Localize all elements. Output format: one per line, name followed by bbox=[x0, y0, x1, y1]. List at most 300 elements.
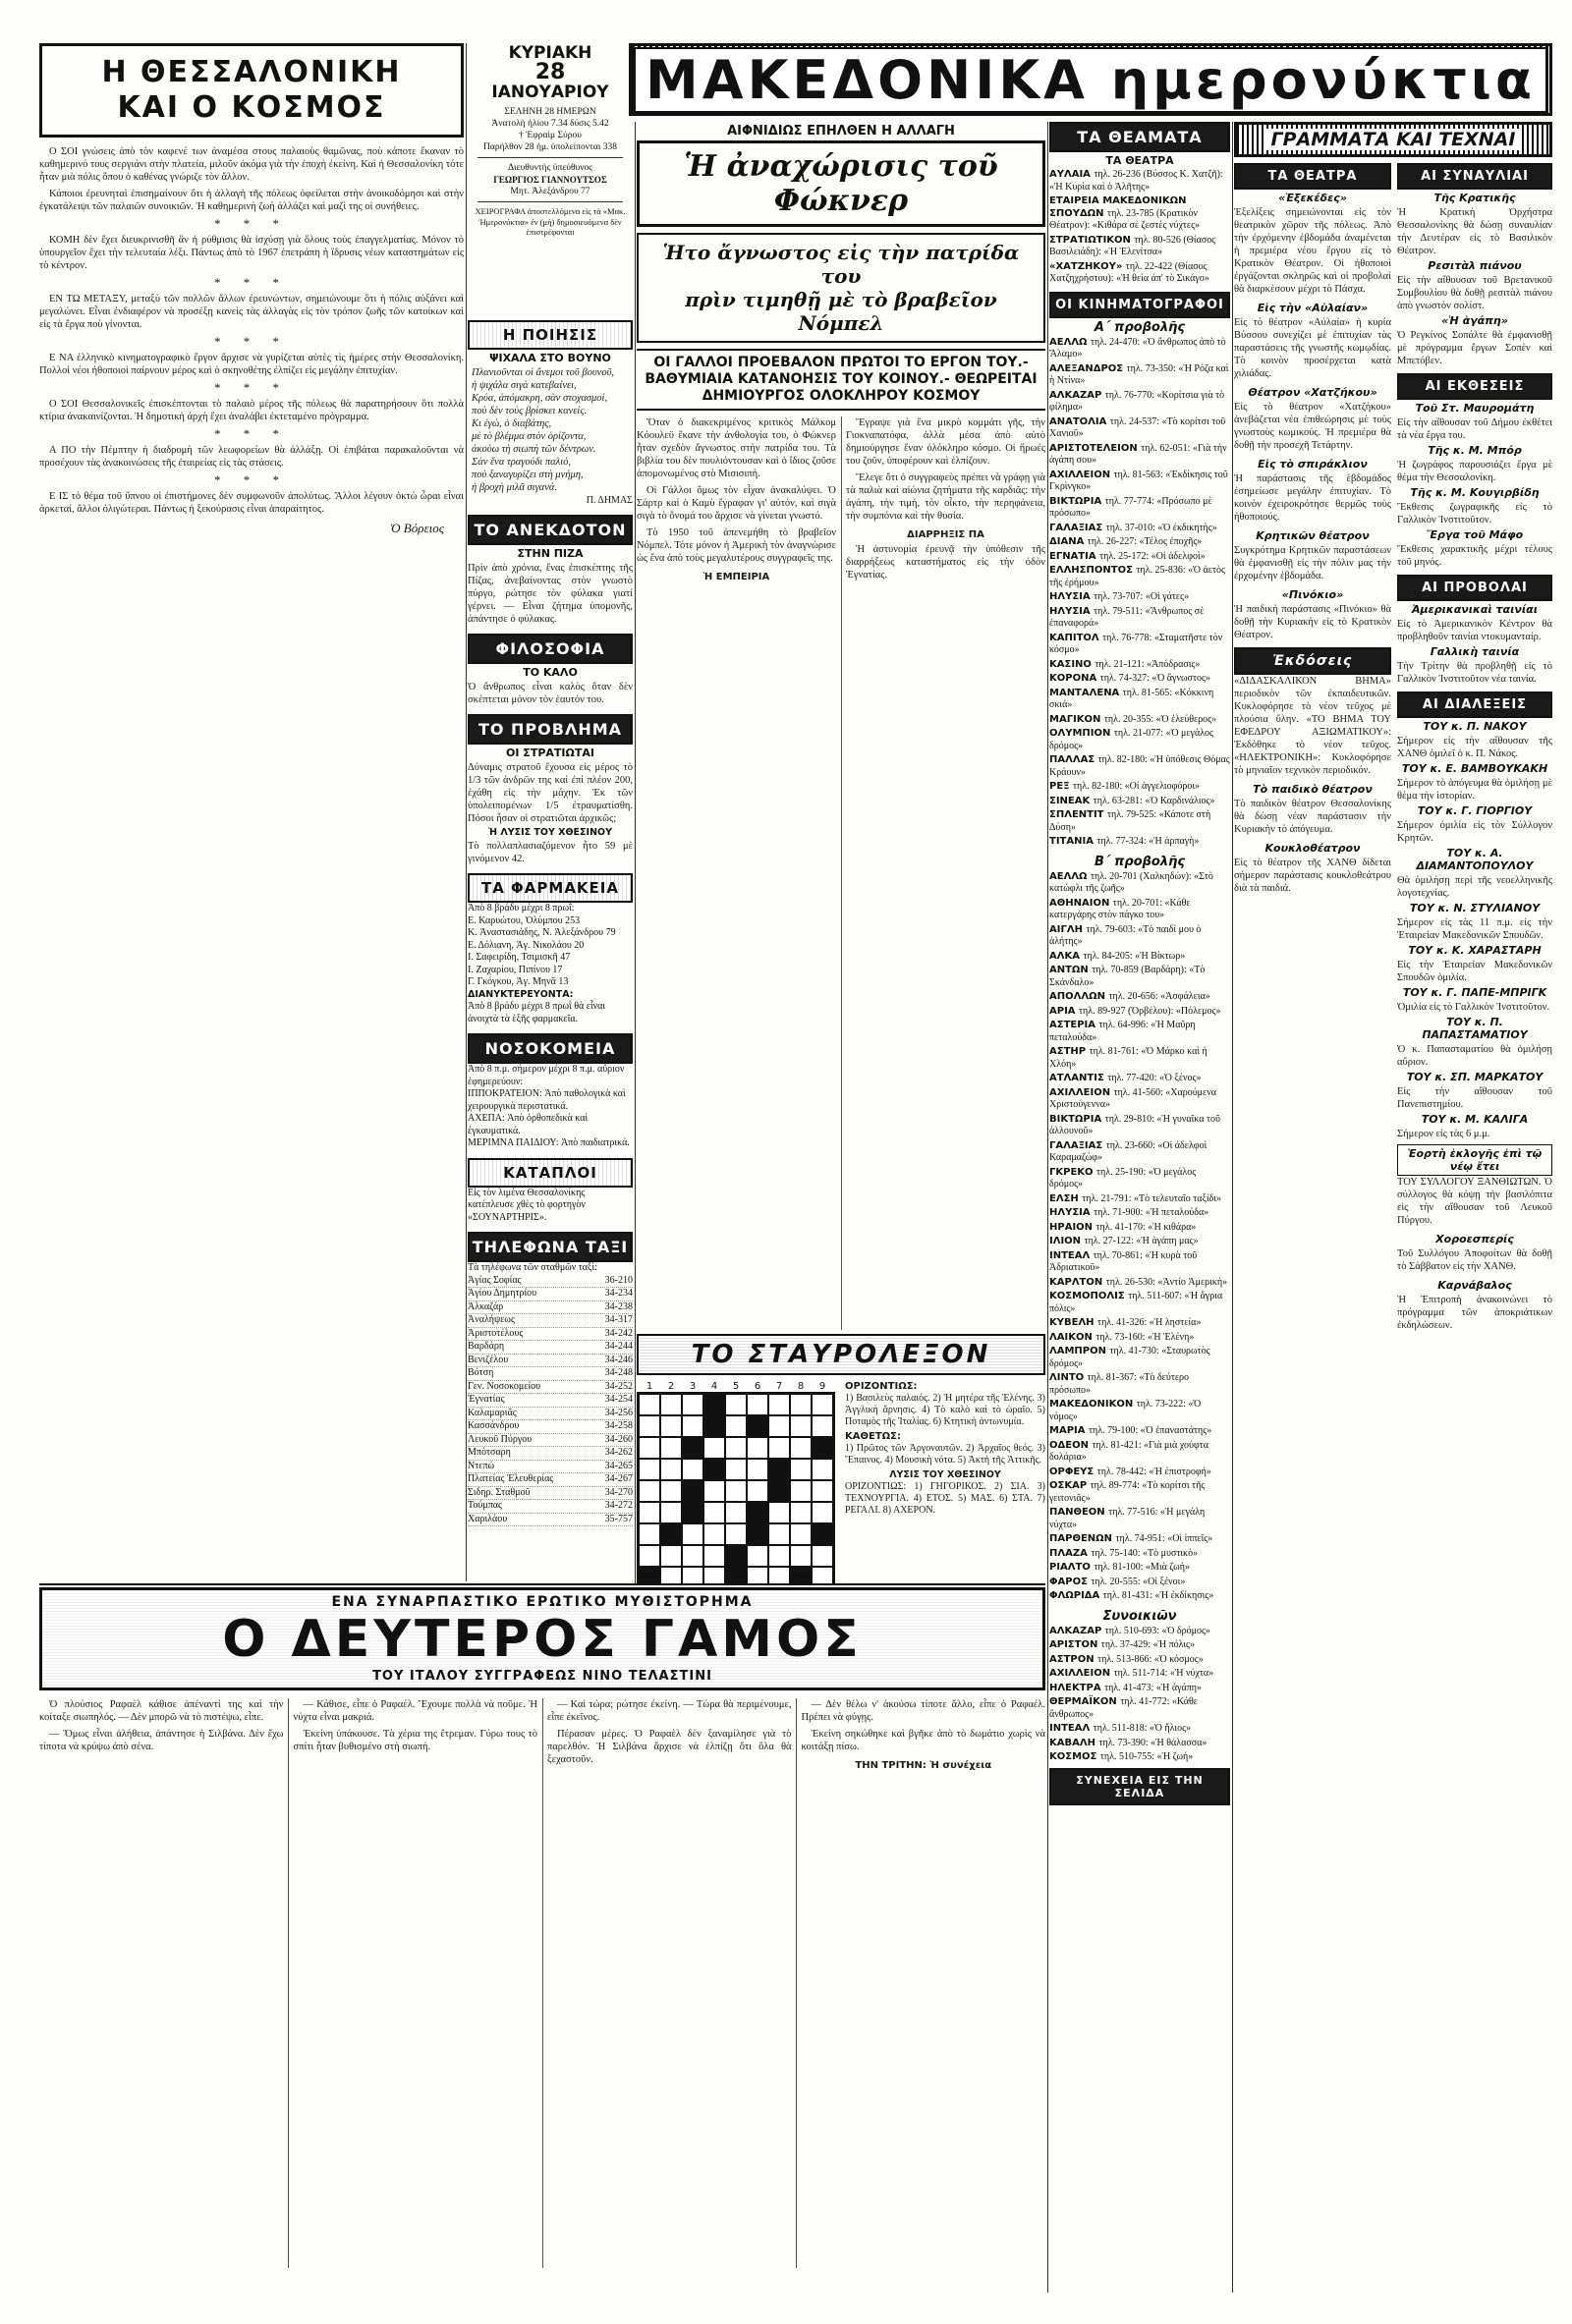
column-rule bbox=[1232, 122, 1233, 2293]
listing-item bbox=[1049, 1020, 1230, 1044]
listing-item bbox=[1049, 1507, 1230, 1531]
item-text: Σήμερον ὁμιλία εἰς τὸν Σύλλογον Κρητῶν. bbox=[1397, 820, 1552, 844]
left-para-6: Ο ΣΟΙ Θεσσαλονικεῖς ἐπισκέπτονται τὸ παλαιὸ μέρος τῆς πόλεως θὰ παρατηρήσουν ὅτι πολλὰ κτίρια ἀνακαινίζονται. Ἡ δημοτικὴ ἀρχὴ ἔχει ἀναλάβει ἐκτεταμένο πρόγραμμα. bbox=[39, 399, 464, 422]
item-title: ΤΟΥ κ. Ν. ΣΤΥΛΙΑΝΟΥ bbox=[1409, 902, 1541, 914]
listing-text: τηλ. 64-996: «Ἡ Μαῦρη πεταλούδα» bbox=[1049, 1020, 1196, 1043]
listing-name: ΡΕΞ bbox=[1049, 781, 1073, 792]
listing-item bbox=[1049, 809, 1230, 834]
listing-text: τηλ. 78-442: «Ἡ ἐπιστροφή» bbox=[1096, 1466, 1211, 1477]
problem-solution-head: Ἡ ΛΥΣΙΣ ΤΟΥ ΧΘΕΣΙΝΟΥ bbox=[488, 827, 612, 838]
listing-name: ΑΠΟΛΛΩΝ bbox=[1049, 991, 1109, 1002]
problem-head: ΤΟ ΠΡΟΒΛΗΜΑ bbox=[468, 714, 633, 745]
listing-name: ΑΣΤΕΡΙΑ bbox=[1049, 1020, 1099, 1030]
taxi-station: Σιδηρ. Σταθμοῦ bbox=[468, 1486, 531, 1498]
listing-item bbox=[1049, 1668, 1230, 1681]
taxi-row bbox=[468, 1447, 633, 1461]
crossword-col-number: 6 bbox=[754, 1381, 761, 1392]
crossword-cell bbox=[747, 1394, 768, 1415]
listing-item bbox=[1049, 169, 1230, 194]
listing-name: ΕΛΣΗ bbox=[1049, 1192, 1083, 1204]
listing-name: ΑΛΚΑΖΑΡ bbox=[1049, 389, 1105, 401]
listing-name: ΔΙΑΝΑ bbox=[1049, 536, 1088, 547]
listing-item bbox=[1049, 1738, 1230, 1750]
listing-item bbox=[1049, 565, 1230, 589]
crossword-cell bbox=[725, 1502, 747, 1523]
serial-title: Ο ΔΕΥΤΕΡΟΣ ΓΑΜΟΣ bbox=[222, 1610, 863, 1669]
listing-item bbox=[1049, 443, 1230, 468]
crossword-cell bbox=[703, 1545, 725, 1567]
listing-text: τηλ. 20-701: «Κάθε κατεργάρης στὸν πάγκο του» bbox=[1049, 897, 1191, 920]
listing-name: ΠΑΡΘΕΝΩΝ bbox=[1049, 1533, 1116, 1544]
crossword-head: ΤΟ ΣΤΑΥΡΟΛΕΞΟΝ bbox=[691, 1340, 991, 1369]
listing-name: ΜΑΓΙΚΟΝ bbox=[1049, 713, 1104, 725]
listing-item bbox=[1049, 591, 1230, 604]
crossword-cell bbox=[790, 1459, 812, 1480]
listing-name: ΙΝΤΕΑΛ bbox=[1049, 1249, 1094, 1261]
listing-name: ΑΧΙΛΛΕΙΟΝ bbox=[1049, 1086, 1114, 1098]
kids-title: Τὸ παιδικὸ θέατρον bbox=[1253, 783, 1373, 796]
suburbs-head: Συνοικιῶν bbox=[1102, 1608, 1177, 1624]
listing-text: τηλ. 79-603: «Τὸ παιδί μου ὁ ἀλήτης» bbox=[1049, 923, 1202, 947]
listing-name: ΜΑΚΕΔΟΝΙΚΟΝ bbox=[1049, 1399, 1137, 1410]
crossword-black-cell bbox=[682, 1480, 703, 1502]
item-text: Ὁ Ρεγκίνος Σοπάλτε θὰ ἐμφανισθῇ μὲ πρόγραμμα ἔργων Σοπὲν καὶ Μπετόβεν. bbox=[1397, 330, 1552, 366]
crossword-black-cell bbox=[812, 1437, 833, 1459]
listing-item bbox=[1049, 1236, 1230, 1248]
crossword-cell bbox=[768, 1523, 790, 1545]
serial-para: Πέρασαν μέρες. Ὁ Ραφαὲλ δὲν ξαναμίλησε γιὰ τὸ παρελθόν. Ἡ Σιλβάνα ἄρχισε νὰ ἐλπίζῃ ὅτι ὅλα θὰ ξεχαστοῦν. bbox=[547, 1729, 792, 1765]
listing-text: τηλ. 63-281: «Ὁ Καρδινάλιος» bbox=[1093, 795, 1215, 806]
item-text: Εἰς τὴν αἴθουσαν τοῦ Βρετανικοῦ Συμβουλίου θὰ δοθῇ ρεσιτὰλ πιάνου ἀπὸ γνωστὸν σολίστ. bbox=[1397, 275, 1552, 311]
item-text: Τὴν Τρίτην θὰ προβληθῇ εἰς τὸ Γαλλικὸν Ἰνστιτοῦτον νέα ταινία. bbox=[1397, 661, 1552, 685]
serial-banner bbox=[39, 1587, 1045, 1690]
taxi-station: Κασσάνδρου bbox=[468, 1420, 520, 1431]
listing-text: τηλ. 510-693: «Ὁ δρόμος» bbox=[1104, 1625, 1210, 1636]
crossword-grid-wrap bbox=[637, 1381, 835, 1583]
puppets2-text: Εἰς τὸ θέατρον τῆς ΧΑΝΘ δίδεται σήμερον παράστασις κουκλοθεάτρου διὰ τὰ παιδιά. bbox=[1234, 858, 1391, 894]
listing-item bbox=[1049, 836, 1230, 849]
across-clues: 1) Βασιλεὺς παλαιός. 2) Ἡ μητέρα τῆς Ἑλένης. 3) Ἀγγλικὴ ἄρνησις. 4) Τὸ καλὸ καὶ τὸ ὡραῖο. 5) Ποταμὸς τῆς Ἰταλίας. 6) Κτητικὴ ἀντωνυμία. bbox=[845, 1393, 1045, 1427]
dance-text: Τοῦ Συλλόγου Ἀποφοίτων θὰ δοθῇ τὸ Σάββατον εἰς τὴν ΧΑΝΘ. bbox=[1397, 1248, 1552, 1272]
crossword-cell bbox=[790, 1523, 812, 1545]
listing-text: τηλ. 37-429: «Ἡ πόλις» bbox=[1100, 1639, 1196, 1650]
editor-name: ΓΕΩΡΓΙΟΣ ΓΙΑΝΝΟΥΤΣΟΣ bbox=[493, 175, 607, 185]
puppet-title: «Πινόκιο» bbox=[1281, 588, 1344, 601]
poem-line: Κι ἐγώ, ὁ διαβάτης, bbox=[472, 418, 552, 429]
main-kicker: ΑΙΦΝΙΔΙΩΣ ΕΠΗΛΘΕΝ Η ΑΛΛΑΓΗ bbox=[727, 124, 955, 138]
listing-text: τηλ. 80-526 (Θίασος Βασιλειάδη): «Ἡ Ἐλενίτσα» bbox=[1049, 234, 1216, 257]
listing-text: τηλ. 41-473: «Ἡ ἀγάπη» bbox=[1104, 1682, 1203, 1693]
listing-text: τηλ. 84-205: «Ἡ Βίκτωρ» bbox=[1083, 950, 1186, 962]
problem-text: Δύναμις στρατοῦ ἔχουσα εἰς μέρος τὸ 1/3 τῶν ἀνδρῶν της καὶ ἐπὶ πλέον 200, ἐχάθη εἰς τὴν μάχην. Ἐκ τῶν ὑπολειπομένων 1/5 ἐτραυματίσθη. Πόσοι ἦσαν οἱ στρατιῶται ἀρχικῶς; bbox=[468, 762, 633, 824]
taxi-number: 34-317 bbox=[604, 1314, 633, 1325]
crossword-cell bbox=[660, 1480, 682, 1502]
left-para-2: Κάποιοι ἐρευνηταὶ ἐπισημαίνουν ὅτι ἡ ἀλλαγὴ τῆς πόλεως ὀφείλεται στὴν ἀνοικοδόμησι καὶ στὴν ἐγκατάλειψι τῶν παλαιῶν συνοικιῶν. Ἡ καθημερινὴ ζωὴ ἀλλάζει καὶ μαζὶ της οἱ συνήθειες. bbox=[39, 189, 464, 212]
main-story bbox=[637, 122, 1045, 1330]
listing-text: τηλ. 77-516: «Ἡ μεγάλη νύχτα» bbox=[1049, 1507, 1206, 1530]
main-subhead: ΔΙΑΡΡΗΞΙΣ ΠΑ bbox=[907, 529, 984, 540]
listings-continued: ΣΥΝΕΧΕΙΑ ΕΙΣ ΤΗΝ ΣΕΛΙΔΑ bbox=[1049, 1768, 1230, 1805]
listing-item bbox=[1049, 1332, 1230, 1345]
listing-text: τηλ. 74-951: «Οἱ ἱππεῖς» bbox=[1115, 1533, 1213, 1544]
listing-name: ΦΛΩΡΙΔΑ bbox=[1049, 1590, 1103, 1601]
listing-item bbox=[1049, 754, 1230, 779]
item-title: ΤΟΥ κ. ΣΠ. ΜΑΡΚΑΤΟΥ bbox=[1406, 1071, 1544, 1083]
taxi-station: Χαριλάου bbox=[468, 1513, 508, 1524]
chatziko-title: Θέατρον «Χατζήκου» bbox=[1248, 386, 1377, 399]
sun-info: Ἀνατολὴ ἡλίου 7.34 δύσις 5.42 bbox=[491, 119, 609, 129]
listing-text: τηλ. 21-791: «Τὸ τελευταῖο ταξίδι» bbox=[1082, 1192, 1222, 1204]
listing-name: ΟΔΕΟΝ bbox=[1049, 1439, 1093, 1451]
item-title: ΤΟΥ κ. Α. ΔΙΑΜΑΝΤΟΠΟΥΛΟΥ bbox=[1416, 847, 1534, 872]
taxi-station: Βενιζέλου bbox=[468, 1354, 509, 1365]
taxi-number: 34-270 bbox=[604, 1486, 633, 1498]
taxi-number: 34-252 bbox=[604, 1380, 633, 1392]
crossword-cell bbox=[639, 1480, 660, 1502]
listing-name: ΛΙΝΤΟ bbox=[1049, 1372, 1088, 1383]
item-title: ΤΟΥ κ. Γ. ΠΑΠΕ-ΜΠΡΙΓΚ bbox=[1402, 986, 1547, 999]
ornament: * * * bbox=[214, 275, 289, 290]
listings-column bbox=[1049, 122, 1230, 2293]
kids-text: Τὸ παιδικὸν θέατρον Θεσσαλονίκης θὰ δώσῃ νέαν παράστασιν τὴν Κυριακὴν τὸ ἀπόγευμα. bbox=[1234, 799, 1391, 835]
serial-section bbox=[39, 1587, 1045, 2295]
ornament: * * * bbox=[214, 426, 289, 441]
taxi-row bbox=[468, 1314, 633, 1328]
item-text: Ἔκθεσις ζωγραφικῆς εἰς τὸ Γαλλικὸν Ἰνστιτοῦτον. bbox=[1397, 502, 1552, 526]
pharmacy-item: Ε. Καρυώτου, Ὀλύμπου 253 bbox=[468, 914, 581, 926]
serial-para: — Καὶ τώρα; ρώτησε ἐκείνη. — Τώρα θὰ περιμένουμε, εἶπε ἐκεῖνος. bbox=[547, 1699, 792, 1723]
listing-item bbox=[1049, 991, 1230, 1004]
left-para-5: Ε ΝΑ ἑλληνικὸ κινηματογραφικὸ ἔργον ἄρχισε νὰ γυρίζεται αὐτὲς τὶς ἡμέρες στὴν Θεσσαλονίκη. Πολλοὶ νέοι ἠθοποιοὶ παίρνουν μέρος καὶ ὁ σκηνοθέτης ἐλπίζει εἰς μεγάλην ἐπιτυχίαν. bbox=[39, 353, 464, 376]
listing-name: ΚΟΡΟΝΑ bbox=[1049, 673, 1100, 684]
crossword-cell bbox=[768, 1567, 790, 1583]
main-deck-1: Ἡτο ἄγνωστος εἰς τὴν πατρίδα του bbox=[662, 241, 1020, 288]
sp-title: Εἰς τὸ σπιράκλιον bbox=[1258, 458, 1368, 470]
listing-name: ΑΣΤΗΡ bbox=[1049, 1046, 1090, 1057]
item-text: Ὁμιλία εἰς τὸ Γαλλικὸν Ἰνστιτοῦτον. bbox=[1397, 1002, 1550, 1013]
philosophy-title: ΤΟ ΚΑΛΟ bbox=[523, 666, 578, 679]
taxi-station: Πλατείας Ἑλευθερίας bbox=[468, 1473, 554, 1484]
problem-title: ΟΙ ΣΤΡΑΤΙΩΤΑΙ bbox=[506, 747, 594, 759]
serial-byline: ΤΟΥ ΙΤΑΛΟΥ ΣΥΓΓΡΑΦΕΩΣ ΝΙΝΟ ΤΕΛΑΣΤΙΝΙ bbox=[372, 1669, 712, 1684]
listing-name: ΑΛΚΑΖΑΡ bbox=[1049, 1625, 1105, 1636]
crossword-cell bbox=[703, 1437, 725, 1459]
poem-body bbox=[468, 366, 633, 494]
across-label: ΟΡΙΖΟΝΤΙΩΣ: bbox=[845, 1381, 918, 1392]
listing-text: τηλ. 26-530: «Ἀντίο Ἀμερική» bbox=[1105, 1276, 1228, 1288]
crossword-cell bbox=[703, 1480, 725, 1502]
listing-item bbox=[1049, 1683, 1230, 1695]
listing-item bbox=[1049, 496, 1230, 521]
listing-text: τηλ. 73-390: «Ἡ θάλασσα» bbox=[1098, 1737, 1207, 1748]
listing-item bbox=[1049, 1114, 1230, 1138]
pharmacies-intro: Ἀπὸ 8 βράδυ μέχρι 8 πρωΐ: bbox=[468, 903, 575, 913]
crossword-cell bbox=[660, 1545, 682, 1567]
crossword-cell bbox=[639, 1459, 660, 1480]
crossword-cell bbox=[790, 1415, 812, 1437]
crossword-clues bbox=[845, 1381, 1045, 1583]
taxi-number: 34-262 bbox=[604, 1447, 633, 1458]
left-para-7: Α ΠΟ τὴν Πέμπτην ἡ διαδρομὴ τῶν λεωφορείων θὰ ἀλλάξῃ. Οἱ ἐπιβάται παρακαλοῦνται νὰ προσέχουν τὰς ἀνακοινώσεις τῆς ἐταιρείας εἰς τὰς στάσεις. bbox=[39, 445, 464, 469]
left-para-4: ΕΝ ΤΩ ΜΕΤΑΞΥ, μεταξὺ τῶν πολλῶν ἄλλων ἐρευνώντων, σημειώνουμε ὅτι ἡ πόλις αὐξάνει καὶ μεγαλώνει. Εἶναι ἐνδιαφέρον νὰ προσέξῃ κανεὶς τὰς ἀλλαγὰς εἰς τὸν τρόπον ζωῆς τῶν κατοίκων καὶ εἰς τὰ ἔργα ποὺ γίνονται. bbox=[39, 294, 464, 330]
crossword-cell bbox=[725, 1459, 747, 1480]
listing-text: τηλ. 511-714: «Ἡ νύχτα» bbox=[1113, 1668, 1214, 1679]
left-signature: Ὁ Βόρειος bbox=[389, 521, 444, 535]
listing-name: ΑΘΗΝΑΙΟΝ bbox=[1049, 897, 1113, 909]
listing-text: τηλ. 511-818: «Ὁ ἥλιος» bbox=[1093, 1723, 1192, 1734]
crossword-cell bbox=[682, 1459, 703, 1480]
pharmacy-item: Ι. Σαφειρίδη, Τσιμισκῆ 47 bbox=[468, 952, 571, 963]
crossword-cell bbox=[812, 1415, 833, 1437]
crossword-col-number: 8 bbox=[797, 1381, 805, 1392]
column-rule bbox=[466, 43, 467, 1581]
item-title: Ρεσιτὰλ πιάνου bbox=[1428, 259, 1522, 272]
listing-item bbox=[1049, 1440, 1230, 1465]
crossword-grid bbox=[637, 1392, 835, 1583]
puppet-text: Ἡ παιδικὴ παράστασις «Πινόκιο» θὰ δοθῇ τὴν Κυριακὴν εἰς τὸ Κρατικὸν Θέατρον. bbox=[1234, 604, 1391, 640]
exhibitions-head: ΑΙ ΕΚΘΕΣΕΙΣ bbox=[1397, 373, 1552, 400]
hospital-item: ΜΕΡΙΜΝΑ ΠΑΙΔΙΟΥ: Ἀπὸ παιδιατρικά. bbox=[468, 1137, 630, 1148]
item-title: ΤΟΥ κ. Μ. ΚΑΛΙΓΑ bbox=[1421, 1113, 1529, 1126]
listing-text: τηλ. 27-122: «Ἡ ἀγάπη μας» bbox=[1084, 1236, 1199, 1246]
anecdote-text: Πρὶν ἀπὸ χρόνια, ἕνας ἐπισκέπτης τῆς Πίζας, ἀνεβαίνοντας στὸν γνωστὸ πύργο, ρώτησε τὸν φύλακα γιατί γέρνει. — Εἶναι ζήτημα ὑπομονῆς, ἀπάντησε ὁ φύλακας. bbox=[468, 563, 633, 625]
cretan-title: Κρητικῶν θέατρον bbox=[1256, 529, 1370, 542]
listing-item bbox=[1049, 1723, 1230, 1736]
crossword-black-cell bbox=[703, 1459, 725, 1480]
crossword-cell bbox=[768, 1415, 790, 1437]
outcomes-text: «ΔΙΔΑΣΚΑΛΙΚΟΝ ΒΗΜΑ» περιοδικὸν τῶν ἐκπαιδευτικῶν. Κυκλοφόρησε τὸ νέον τεῦχος μὲ πλούσια ὕλην. «ΤΟ ΒΗΜΑ ΤΟΥ ΕΦΕΔΡΟΥ ΑΞΙΩΜΑΤΙΚΟΥ»: Ἐκδόθηκε τὸ νέον τεῦχος. «ΗΛΕΚΤΡΟΝΙΚΗ»: Κυκλοφόρησε τὸ μηνιαῖον τεχνικὸν περιοδικόν. bbox=[1234, 676, 1391, 776]
main-deck-box bbox=[637, 233, 1045, 343]
crossword-cell bbox=[747, 1567, 768, 1583]
taxi-intro: Τὰ τηλέφωνα τῶν σταθμῶν ταξὶ: bbox=[468, 1262, 597, 1273]
poem-line: Πλανιοῦνται οἱ ἄνεμοι τοῦ βουνοῦ, bbox=[472, 367, 615, 378]
item-title: ΤΟΥ κ. Κ. ΧΑΡΑΣΤΑΡΗ bbox=[1408, 944, 1542, 957]
item-text: Σήμερον εἰς τὰς 6 μ.μ. bbox=[1397, 1129, 1490, 1139]
listing-name: ΑΙΓΛΗ bbox=[1049, 923, 1087, 935]
listing-text: τηλ. 41-772: «Κάθε ἄνθρωπος» bbox=[1049, 1696, 1198, 1720]
item-title: ΤΟΥ κ. Ε. ΒΑΜΒΟΥΚΑΚΗ bbox=[1401, 762, 1548, 775]
left-para-1: Ο ΣΟΙ γνώσεις ἀπὸ τὸν καφενέ των ἀναμέσα στους παλαιοὺς θαμῶνας, ποὺ κάποτε ἔκαναν τὸ καθημερινό τους σεργιάνι στὴν πλατεία, μιλοῦν ἀκόμα γιὰ τὴν ἐποχὴ ἐκείνη. Καὶ ἡ Θεσσαλονίκη τότε ἦταν μιὰ πόλις ὅπου ὁ καθένας γνώριζε τὸν ἄλλον. bbox=[39, 146, 464, 183]
taxi-number: 35-757 bbox=[604, 1513, 633, 1524]
listing-text: τηλ. 79-511: «Ἄνθρωπος σὲ ἐπαναφορά» bbox=[1049, 605, 1205, 629]
b-run-head: Β΄ προβολῆς bbox=[1094, 854, 1186, 869]
listing-text: τηλ. 81-761: «Ὁ Μάρκο καὶ ἡ Χλόη» bbox=[1049, 1046, 1207, 1070]
down-label: ΚΑΘΕΤΩΣ: bbox=[845, 1431, 901, 1442]
pharmacies-head: ΤΑ ΦΑΡΜΑΚΕΙΑ bbox=[468, 873, 633, 903]
listing-text: τηλ. 81-367: «Τὸ δεύτερο πρόσωπο» bbox=[1049, 1372, 1190, 1396]
listing-text: τηλ. 510-755: «Ἡ ζωή» bbox=[1099, 1751, 1194, 1762]
date-number: 28 bbox=[534, 60, 566, 84]
listing-item bbox=[1049, 871, 1230, 896]
crossword-cell bbox=[812, 1394, 833, 1415]
listing-name: ΚΑΡΛΤΟΝ bbox=[1049, 1276, 1106, 1288]
item-title: Τῆς κ. Μ. Μπόρ bbox=[1428, 444, 1522, 457]
left-title-line2: ΚΑΙ Ο ΚΟΣΜΟΣ bbox=[117, 90, 386, 125]
listing-item bbox=[1049, 688, 1230, 712]
item-title: Τῆς Κρατικῆς bbox=[1433, 192, 1516, 204]
date-month: ΙΑΝΟΥΑΡΙΟΥ bbox=[491, 83, 609, 102]
main-body bbox=[637, 416, 1045, 1330]
listing-text: τηλ. 81-100: «Μιὰ ζωὴ» bbox=[1094, 1562, 1190, 1573]
play-title: Εἰς τὴν «Αὐλαίαν» bbox=[1257, 302, 1369, 314]
talks-head: ΑΙ ΔΙΑΛΕΞΕΙΣ bbox=[1397, 692, 1552, 718]
crossword-col-number: 2 bbox=[667, 1381, 675, 1392]
gatherings-list bbox=[1397, 190, 1552, 367]
listing-name: ΚΟΣΜΟΠΟΛΙΣ bbox=[1049, 1291, 1129, 1301]
listing-text: τηλ. 70-859 (Βαρδάρη): «Τὸ Σκάνδαλο» bbox=[1049, 965, 1206, 988]
anecdote-title: ΣΤΗΝ ΠΙΖΑ bbox=[517, 547, 584, 560]
poem-title: ΨΙΧΑΛΑ ΣΤΟ ΒΟΥΝΟ bbox=[489, 352, 611, 364]
listing-name: ΚΥΒΕΛΗ bbox=[1049, 1317, 1098, 1328]
listing-name: ΣΙΝΕΑΚ bbox=[1049, 795, 1094, 806]
column-rule bbox=[1047, 122, 1048, 2293]
listing-text: τηλ. 79-100: «Ὁ ἐπαναστάτης» bbox=[1088, 1425, 1212, 1436]
listing-item bbox=[1049, 1577, 1230, 1589]
taxi-row bbox=[468, 1301, 633, 1315]
crossword-col-number: 1 bbox=[646, 1381, 653, 1392]
listing-item bbox=[1049, 195, 1230, 233]
paper-masthead bbox=[629, 43, 1552, 116]
suburb-list bbox=[1049, 1626, 1230, 1764]
listing-text: τηλ. 20-555: «Οἱ ξένοι» bbox=[1091, 1576, 1186, 1587]
listing-text: τηλ. 73-160: «Ἡ Ἑλένη» bbox=[1095, 1331, 1195, 1343]
listing-item bbox=[1049, 261, 1230, 286]
listing-item bbox=[1049, 951, 1230, 964]
serial-continued: ΤΗΝ ΤΡΙΤΗΝ: Ἡ συνέχεια bbox=[855, 1760, 992, 1771]
listing-text: τηλ. 513-866: «Ὁ κόσμος» bbox=[1097, 1653, 1204, 1665]
listing-text: τηλ. 41-170: «Ἡ κιθάρα» bbox=[1095, 1221, 1197, 1233]
crossword-black-cell bbox=[682, 1502, 703, 1523]
hospitals-text: Ἀπὸ 8 π.μ. σήμερον μέχρι 8 π.μ. αὔριον ἐφημερεύουν: bbox=[468, 1064, 625, 1087]
taxi-station: Γεν. Νοσοκομείου bbox=[468, 1380, 541, 1392]
crossword-cell bbox=[660, 1394, 682, 1415]
crossword-black-cell bbox=[747, 1523, 768, 1545]
arts-columns bbox=[1234, 163, 1552, 1332]
date-day: ΚΥΡΙΑΚΗ bbox=[508, 43, 592, 63]
main-para: Ἡ ἀστυνομία ἐρευνᾷ τὴν ὑπόθεσιν τῆς διαρρήξεως καταστήματος εἰς τὴν ὁδὸν Ἐγνατίας. bbox=[846, 544, 1045, 581]
listing-name: ΤΙΤΑΝΙΑ bbox=[1049, 836, 1097, 847]
crossword-cell bbox=[812, 1459, 833, 1480]
listing-name: ΑΡΙΑ bbox=[1049, 1005, 1080, 1017]
play-text: Εἰς τὸ θέατρον «Αὐλαία» ἡ κυρία Βύσσου συνεχίζει μὲ ἐπιτυχίαν τὰς παραστάσεις τῆς γνωστῆς κωμῳδίας. Τὸ κοινὸν προσέρχεται κατὰ χιλιάδας. bbox=[1234, 317, 1391, 379]
crossword-section bbox=[637, 1334, 1045, 1583]
horizontal-rule bbox=[39, 1583, 1045, 1585]
ornament: * * * bbox=[214, 334, 289, 349]
serial-para: Ὁ πλούσιος Ραφαὲλ κάθισε ἀπέναντί της καὶ τὴν κοίταξε σιωπηλός. — Δὲν μπορῶ νὰ τὸ πιστέψω, εἶπε. bbox=[39, 1699, 284, 1723]
editor-label: Διευθυντὴς ὑπεύθυνος bbox=[507, 163, 593, 173]
taxi-station: Βότση bbox=[468, 1367, 494, 1378]
cinemas-head: ΟΙ ΚΙΝΗΜΑΤΟΓΡΑΦΟΙ bbox=[1049, 292, 1230, 318]
listing-name: «ΧΑΤΖΗΚΟΥ» bbox=[1049, 260, 1126, 272]
listing-name: ΗΛΥΣΙΑ bbox=[1049, 591, 1095, 602]
taxi-row bbox=[468, 1341, 633, 1355]
listing-item bbox=[1049, 1291, 1230, 1315]
listing-text: τηλ. 41-560: «Χαρούμενα Χριστούγεννα» bbox=[1049, 1086, 1216, 1110]
main-subdeck: ΟΙ ΓΑΛΛΟΙ ΠΡΟΕΒΑΛΟΝ ΠΡΩΤΟΙ ΤΟ ΕΡΓΟΝ ΤΟΥ.- ΒΑΘΥΜΙΑΙΑ ΚΑΤΑΝΟΗΣΙΣ ΤΟΥ ΚΟΙΝΟΥ.- ΘΕΩΡΕΙΤΑΙ ΔΗΜΙΟΥΡΓΟΣ ΟΛΟΚΛΗΡΟΥ ΚΟΣΜΟΥ bbox=[637, 349, 1045, 411]
pharmacy-item: Ε. Δόλιανη, Ἀγ. Νικολάου 20 bbox=[468, 939, 585, 951]
cw-solution-head: ΛΥΣΙΣ ΤΟΥ ΧΘΕΣΙΝΟΥ bbox=[889, 1469, 1001, 1480]
hospital-item: ΙΠΠΟΚΡΑΤΕΙΟΝ: Ἀπὸ παθολογικὰ καὶ χειρουργικὰ περιστατικά. bbox=[468, 1088, 626, 1112]
listing-name: ΓΚΡΕΚΟ bbox=[1049, 1166, 1097, 1178]
main-deck-2: πρὶν τιμηθῇ μὲ τὸ βραβεῖον Νόμπελ bbox=[685, 288, 997, 335]
taxi-head: ΤΗΛΕΦΩΝΑ ΤΑΞΙ bbox=[468, 1232, 633, 1262]
crossword-cell bbox=[812, 1480, 833, 1502]
crossword-black-cell bbox=[660, 1523, 682, 1545]
crossword-black-cell bbox=[682, 1437, 703, 1459]
left-article bbox=[39, 145, 464, 1581]
taxi-row bbox=[468, 1288, 633, 1301]
talks-list bbox=[1397, 718, 1552, 1140]
listing-text: τηλ. 74-327: «Ὁ ἄγνωστος» bbox=[1099, 673, 1210, 684]
listing-text: τηλ. 76-770: «Κορίτσια γιὰ τὸ φίλημα» bbox=[1049, 389, 1225, 413]
listing-item bbox=[1049, 606, 1230, 631]
listing-item bbox=[1049, 337, 1230, 361]
listing-name: ΚΟΣΜΟΣ bbox=[1049, 1751, 1100, 1762]
listing-item bbox=[1049, 1140, 1230, 1165]
listing-text: τηλ. 25-836: «Ὁ ἀετὸς τῆς ἐρήμου» bbox=[1049, 565, 1225, 588]
listing-item bbox=[1049, 1346, 1230, 1370]
listing-text: τηλ. 81-565: «Κόκκινη σκιά» bbox=[1049, 687, 1214, 710]
listing-name: ΑΝΑΤΟΛΙΑ bbox=[1049, 415, 1110, 427]
column-rule bbox=[635, 122, 636, 1583]
crossword-black-cell bbox=[812, 1523, 833, 1545]
listing-item bbox=[1049, 1046, 1230, 1071]
taxi-row bbox=[468, 1434, 633, 1448]
listing-name: ΚΑΠΙΤΟΛ bbox=[1049, 632, 1103, 643]
left-para-3: ΚΟΜΗ δὲν ἔχει διευκρινισθῆ ἂν ἡ ρύθμισις θὰ ἰσχύσῃ γιὰ ὅλους τοὺς ἐπαγγελματίας. Μόνον τὸ ὑπουργεῖον ἔχει τὴν τελευταία λέξι. Πάντως ἀπὸ τὸ 1967 ἐπετράπη ἡ ἵδρυσις νέων καταστημάτων εἰς τὸ κέντρον. bbox=[39, 235, 464, 271]
listing-name: ΚΑΒΑΛΗ bbox=[1049, 1737, 1099, 1748]
item-text: Εἰς τὴν αἴθουσαν τοῦ Πανεπιστημίου. bbox=[1397, 1086, 1552, 1110]
listing-text: τηλ. 21-077: «Ὁ μεγάλος δρόμος» bbox=[1049, 728, 1214, 751]
listing-name: ΟΣΚΑΡ bbox=[1049, 1480, 1091, 1491]
crossword-cell bbox=[682, 1394, 703, 1415]
pharmacies-night: ΔΙΑΝΥΚΤΕΡΕΥΟΝΤΑ: bbox=[468, 988, 574, 1000]
crossword-cell bbox=[790, 1545, 812, 1567]
listing-name: ΑΣΤΡΟΝ bbox=[1049, 1653, 1098, 1665]
taxi-station: Βαρδάρη bbox=[468, 1341, 505, 1352]
listing-text: τηλ. 82-180: «Ἡ ὑπόθεσις Θόμας Κράουν» bbox=[1049, 754, 1230, 778]
taxi-number: 34-254 bbox=[604, 1394, 633, 1405]
listing-item bbox=[1049, 1639, 1230, 1652]
main-para: Τὸ 1950 τοῦ ἀπενεμήθη τὸ βραβεῖον Νόμπελ. Τότε μόνον ἡ Ἀμερικὴ τὸν ἀναγνώρισε ὡς ἕνα ἀπὸ τοὺς μεγαλυτέρους συγγραφεῖς της. bbox=[637, 527, 837, 564]
listing-name: ΛΑΙΚΟΝ bbox=[1049, 1331, 1096, 1343]
crossword-black-cell bbox=[768, 1459, 790, 1480]
arts-col-1 bbox=[1234, 163, 1391, 1332]
crossword-cell bbox=[812, 1567, 833, 1583]
left-para-8: Ε ΙΣ τὸ θέμα τοῦ ὕπνου οἱ ἐπιστήμονες δὲν συμφωνοῦν ἀπολύτως. Ἄλλοι λέγουν ὀκτὼ ὧραι εἶναι ἀρκεταί, ἄλλοι ὀλιγώτεραι. Πάντως ἡ ξεκούρασις εἶναι ἀπαραίτητος. bbox=[39, 491, 464, 515]
left-column-title bbox=[39, 43, 464, 138]
listing-name: ΜΑΡΙΑ bbox=[1049, 1425, 1089, 1436]
listing-text: τηλ. 23-660: «Οἱ ἀδελφοὶ Καραμαζώφ» bbox=[1049, 1139, 1207, 1163]
listing-name: ΡΙΑΛΤΟ bbox=[1049, 1562, 1095, 1573]
listing-name: ΗΛΕΚΤΡΑ bbox=[1049, 1682, 1105, 1693]
listing-item bbox=[1049, 363, 1230, 388]
taxi-number: 34-267 bbox=[604, 1473, 633, 1484]
poem-line: Κρύα, ἀπόμακρη, σὰν στοχασμοί, bbox=[472, 393, 608, 404]
philosophy-text: Ὁ ἄνθρωπος εἶναι καλὸς ὅταν δὲν σκέπτεται μόνον τὸν ἑαυτόν του. bbox=[468, 682, 633, 705]
listing-text: τηλ. 81-421: «Γιὰ μιὰ χούφτα δολάρια» bbox=[1049, 1439, 1208, 1463]
crossword-black-cell bbox=[639, 1567, 660, 1583]
listing-name: ΑΛΚΑ bbox=[1049, 950, 1084, 962]
katapli-text: Εἰς τὸν λιμένα Θεσσαλονίκης κατέπλευσε χθὲς τὸ φορτηγὸν «ΣΟΥΝΑΡΤΗΡΙΣ». bbox=[468, 1187, 586, 1223]
taxi-station: Ἀριστοτέλους bbox=[468, 1327, 524, 1339]
listing-text: τηλ. 75-140: «Τὸ μυστικὸ» bbox=[1091, 1547, 1199, 1559]
cinema-a-list bbox=[1049, 337, 1230, 849]
crossword-black-cell bbox=[725, 1545, 747, 1567]
taxi-row bbox=[468, 1408, 633, 1421]
philosophy-head: ΦΙΛΟΣΟΦΙΑ bbox=[468, 634, 633, 664]
listing-name: ΑΡΙΣΤΟΝ bbox=[1049, 1639, 1101, 1650]
